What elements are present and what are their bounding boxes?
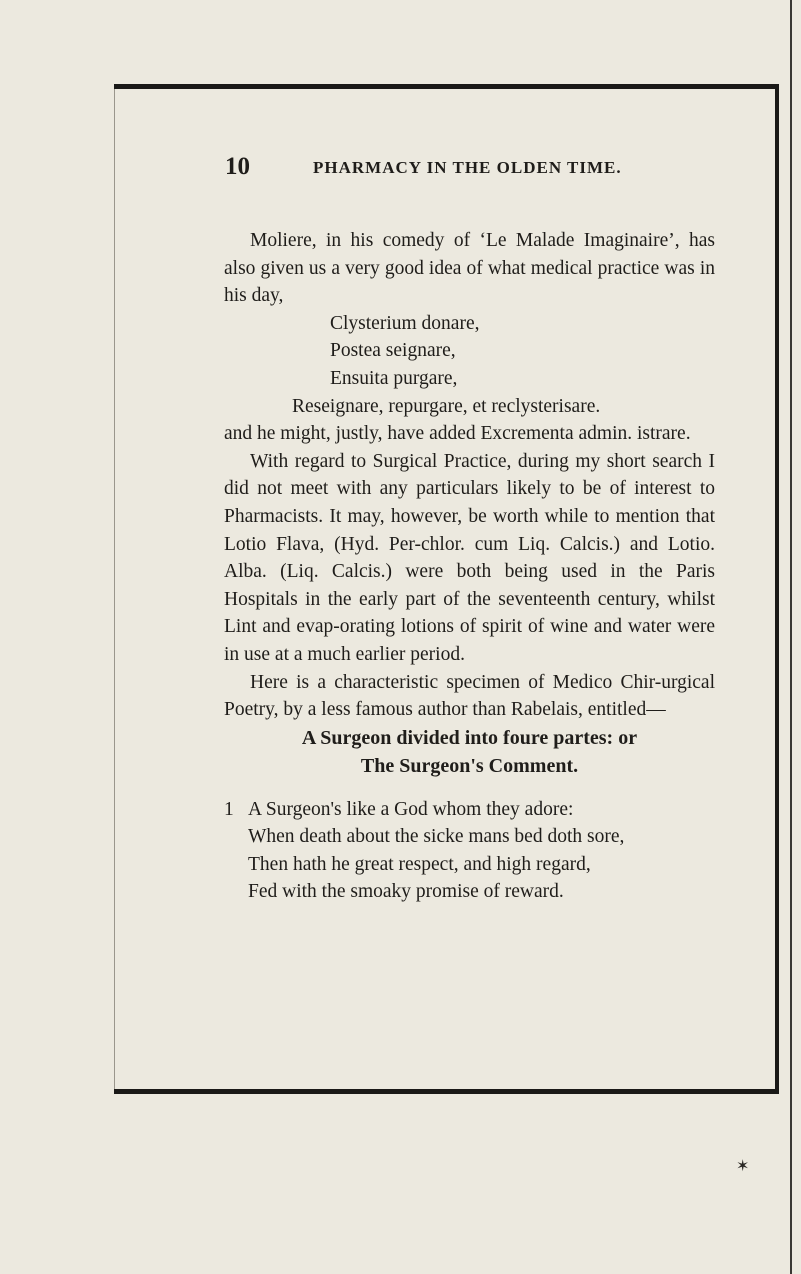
page-frame-top <box>114 84 778 89</box>
verse-line: Ensuita purgare, <box>330 367 458 389</box>
poem-line-text: A Surgeon's like a God whom they adore: <box>248 798 574 820</box>
verse-line: Clysterium donare, <box>330 312 480 334</box>
poem-line <box>224 851 715 879</box>
page-number: 10 <box>225 153 250 180</box>
paragraph-poetry-intro: Here is a characteristic specimen of Medico Chir-urgical Poetry, by a less famous author than Rabelais, entitled— <box>224 671 715 721</box>
paragraph-excrementa: and he might, justly, have added Excrementa admin. istrare. <box>224 423 691 445</box>
paragraph-moliere: Moliere, in his comedy of ‘Le Malade Imaginaire’, has also given us a very good idea of what medical practice was in his day, <box>224 230 715 307</box>
page-frame-right <box>775 84 779 1094</box>
latin-verse <box>292 310 715 420</box>
poem-line <box>224 823 715 851</box>
poem <box>224 796 715 906</box>
paragraph-surgical-practice: With regard to Surgical Practice, during my short search I did not meet with any particulars likely to be of interest to Pharmacists. It may, however, be worth while to mention that Lotio Flava, (Hyd. Per-chlor. cum Liq. Calcis.) and Lotio. Alba. (Liq. Calcis.) were both being used in the Paris Hospitals in the early part of the seventeenth century, whilst Lint and evap-orating lotions of spirit of wine and water were in use at a much earlier period. <box>224 450 715 665</box>
poem-line-text: When death about the sicke mans bed doth sore, <box>248 826 625 848</box>
page-frame-bottom <box>114 1089 778 1094</box>
blackletter-heading <box>224 724 715 780</box>
heading-line: A Surgeon divided into foure partes: or <box>301 726 638 749</box>
poem-line <box>224 796 715 824</box>
poem-line-text: Then hath he great respect, and high regard, <box>248 853 591 875</box>
verse-line: Reseignare, repurgare, et reclysterisare. <box>292 395 601 417</box>
ink-mark-icon: ✶ <box>736 1158 750 1175</box>
running-title: PHARMACY IN THE OLDEN TIME. <box>313 158 622 177</box>
verse-line: Postea seignare, <box>330 340 456 362</box>
poem-line <box>224 878 715 906</box>
page-header <box>225 152 715 182</box>
page-body <box>224 227 715 906</box>
poem-line-text: Fed with the smoaky promise of reward. <box>248 881 564 903</box>
heading-line: The Surgeon's Comment. <box>360 754 579 777</box>
scan-edge <box>790 0 792 1274</box>
page-frame-left <box>114 84 115 1092</box>
stanza-number: 1 <box>224 798 234 820</box>
